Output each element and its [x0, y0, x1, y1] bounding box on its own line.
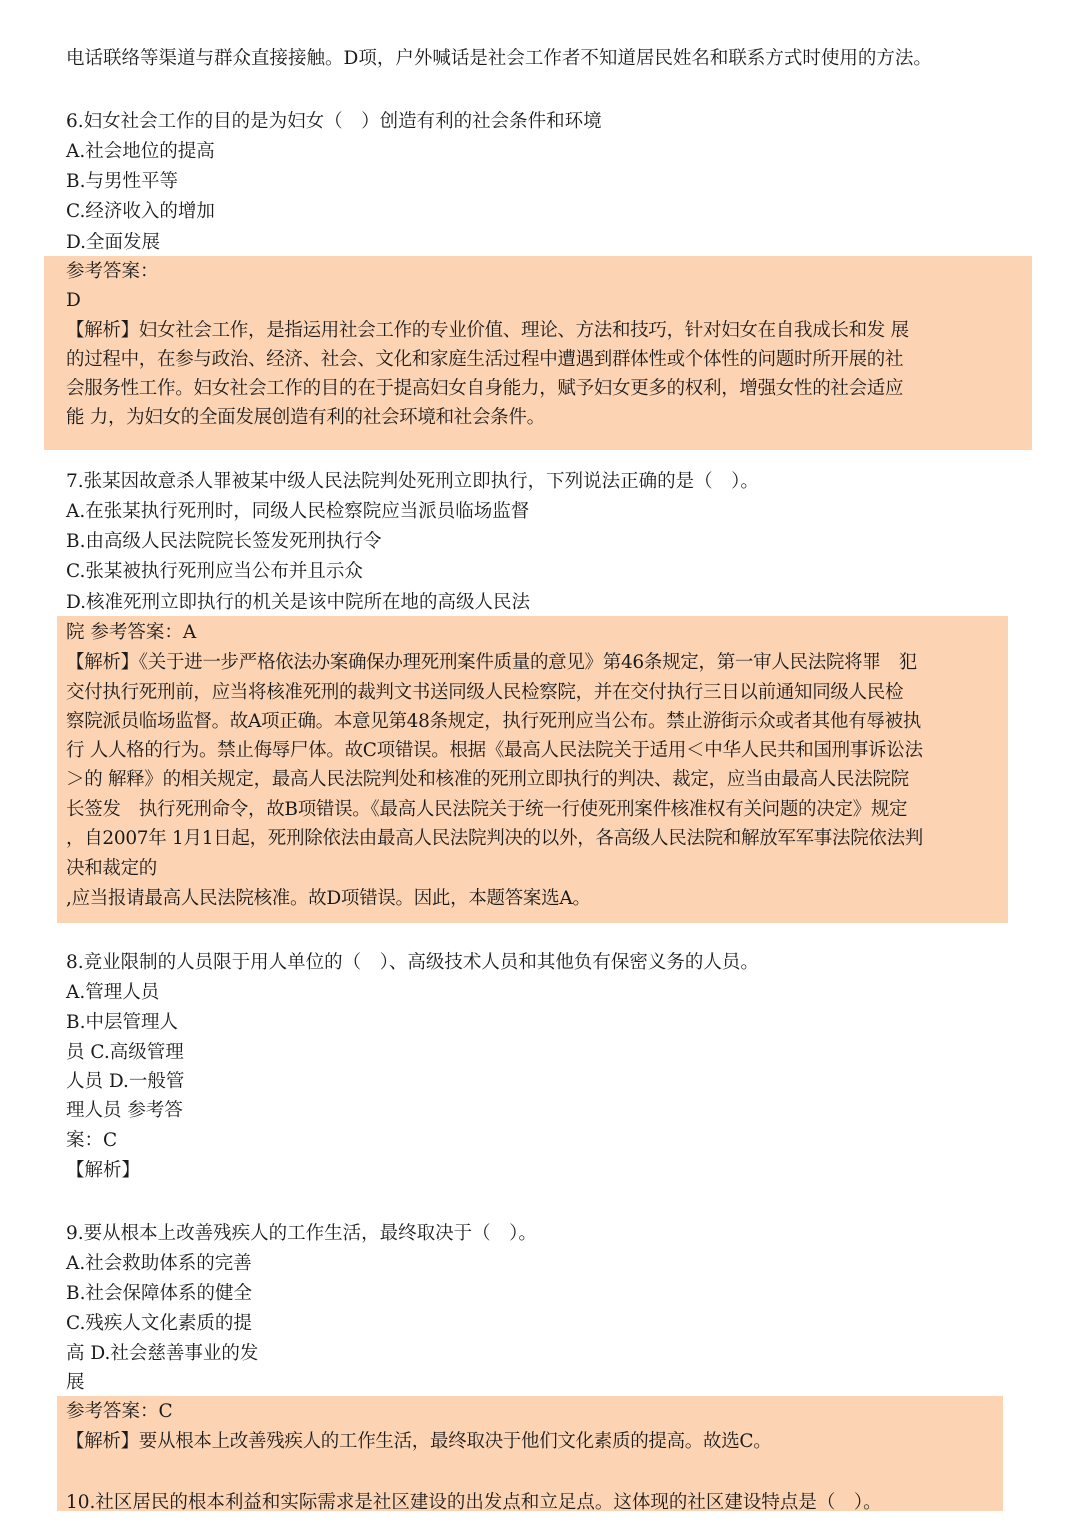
q6-answer-label: 参考答案：: [66, 261, 159, 282]
q7-analysis-line: 行 人人格的行为。禁止侮辱尸体。故C项错误。根据《最高人民法院关于适用＜中华人民共和国刑事诉讼法: [66, 740, 923, 761]
q8-line: 员 C.高级管理: [66, 1042, 184, 1063]
q8-line: 人员 D.一般管: [66, 1071, 185, 1092]
q9-line: C.残疾人文化素质的提: [66, 1313, 252, 1334]
q7-analysis-line: 察院派员临场监督。故A项正确。本意见第48条规定，执行死刑应当公布。禁止游街示众或者其他有辱被执: [66, 711, 922, 732]
q10-question: 10.社区居民的根本利益和实际需求是社区建设的出发点和立足点。这体现的社区建设特点是（ ）。: [66, 1492, 882, 1513]
q9-line: 展: [66, 1372, 85, 1393]
q6-question: 6.妇女社会工作的目的是为妇女（ ）创造有利的社会条件和环境: [66, 111, 602, 132]
q7-analysis-line: 【解析】《关于进一步严格依法办案确保办理死刑案件质量的意见》第46条规定，第一审人民法院将罪 犯: [66, 652, 917, 673]
q9-line: 高 D.社会慈善事业的发: [66, 1343, 259, 1364]
continuation-text: 电话联络等渠道与群众直接接触。D项，户外喊话是社会工作者不知道居民姓名和联系方式时使用的方法。: [66, 48, 932, 69]
q7-option-a: A.在张某执行死刑时，同级人民检察院应当派员临场监督: [66, 501, 530, 522]
q6-option-a: A.社会地位的提高: [66, 141, 215, 162]
q6-analysis-line: 的过程中，在参与政治、经济、社会、文化和家庭生活过程中遭遇到群体性或个体性的问题时所开展的社: [66, 349, 904, 370]
q8-line: 理人员 参考答: [66, 1100, 183, 1121]
q7-analysis-line: 交付执行死刑前，应当将核准死刑的裁判文书送同级人民检察院，并在交付执行三日以前通知同级人民检: [66, 682, 904, 703]
q6-option-b: B.与男性平等: [66, 171, 178, 192]
q7-analysis-line: 决和裁定的: [66, 858, 158, 879]
q7-option-d: D.核准死刑立即执行的机关是该中院所在地的高级人民法: [66, 592, 531, 613]
q9-line: B.社会保障体系的健全: [66, 1283, 252, 1304]
q7-option-c: C.张某被执行死刑应当公布并且示众: [66, 561, 363, 582]
q9-line: A.社会救助体系的完善: [66, 1253, 252, 1274]
q7-answer: 院 参考答案：A: [66, 622, 197, 643]
q9-question: 9.要从根本上改善残疾人的工作生活，最终取决于（ ）。: [66, 1223, 537, 1244]
q9-answer: 参考答案：C: [66, 1401, 173, 1422]
q8-line: 案：C: [66, 1130, 118, 1151]
q6-option-d: D.全面发展: [66, 232, 161, 253]
q7-option-b: B.由高级人民法院院长签发死刑执行令: [66, 531, 382, 552]
q6-answer: D: [66, 290, 81, 311]
q7-question: 7.张某因故意杀人罪被某中级人民法院判处死刑立即执行，下列说法正确的是（ ）。: [66, 471, 759, 492]
q8-question: 8.竞业限制的人员限于用人单位的（ ）、高级技术人员和其他负有保密义务的人员。: [66, 952, 759, 973]
q8-line: A.管理人员: [66, 982, 160, 1003]
q8-line: 【解析】: [66, 1160, 141, 1181]
q6-analysis-line: 会服务性工作。妇女社会工作的目的在于提高妇女自身能力，赋予妇女更多的权利，增强女性的社会适应: [66, 378, 904, 399]
q6-analysis-line: 【解析】妇女社会工作，是指运用社会工作的专业价值、理论、方法和技巧，针对妇女在自我成长和发 展: [66, 320, 909, 341]
q7-analysis-line: ，自2007年 1月1日起，死刑除依法由最高人民法院判决的以外，各高级人民法院和解放军军事法院依法判: [66, 828, 924, 849]
q9-analysis: 【解析】要从根本上改善残疾人的工作生活，最终取决于他们文化素质的提高。故选C。: [66, 1431, 772, 1452]
q7-analysis-line: ＞的 解释》的相关规定，最高人民法院判处和核准的死刑立即执行的判决、裁定，应当由最高人民法院院: [66, 769, 909, 790]
q7-analysis-line: ,应当报请最高人民法院核准。故D项错误。因此，本题答案选A。: [66, 888, 591, 909]
q6-analysis-line: 能 力，为妇女的全面发展创造有利的社会环境和社会条件。: [66, 407, 545, 428]
q8-line: B.中层管理人: [66, 1012, 178, 1033]
q7-analysis-line: 长签发 执行死刑命令，故B项错误。《最高人民法院关于统一行使死刑案件核准权有关问题的决定》规定: [66, 799, 908, 820]
q6-option-c: C.经济收入的增加: [66, 201, 215, 222]
